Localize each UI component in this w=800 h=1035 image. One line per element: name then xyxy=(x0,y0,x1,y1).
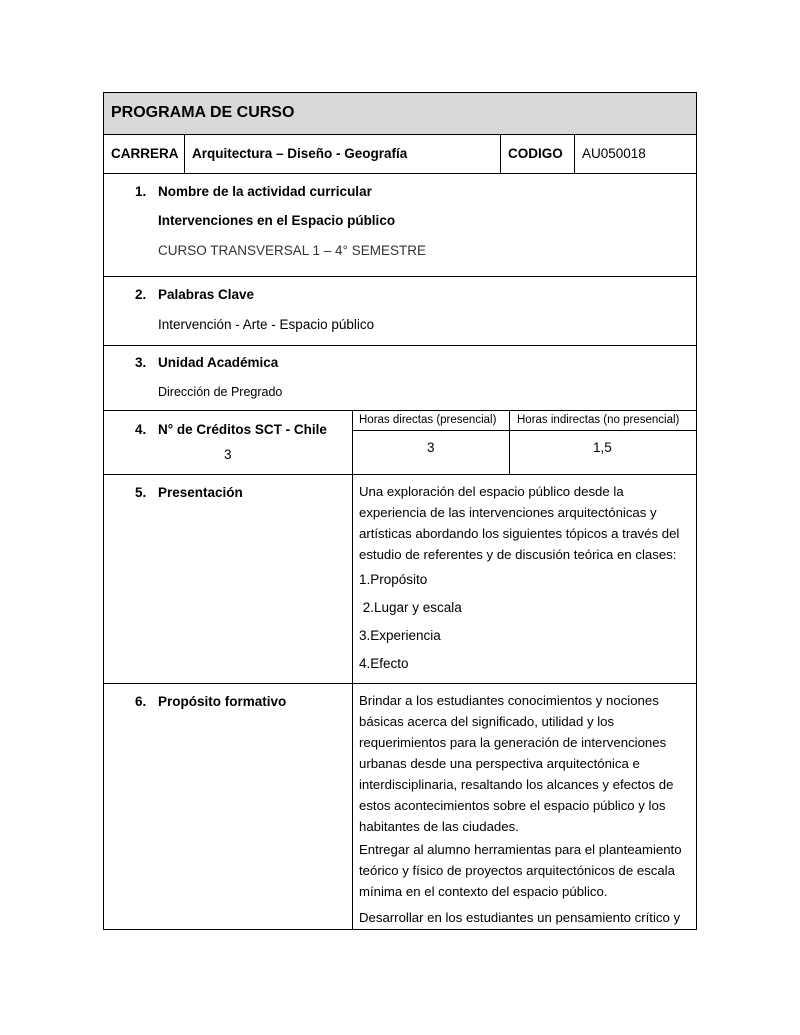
col-divider xyxy=(352,474,353,930)
section-2-number: 2. xyxy=(135,287,147,302)
col-divider xyxy=(500,134,501,173)
direct-hours-value: 3 xyxy=(427,440,435,455)
purpose-line: mínima en el contexto del espacio público. xyxy=(359,884,608,899)
row-divider xyxy=(352,430,697,431)
row-divider xyxy=(103,683,697,684)
section-5-number: 5. xyxy=(135,485,147,500)
table-border-bottom xyxy=(103,929,697,930)
codigo-value: AU050018 xyxy=(582,146,646,161)
purpose-line: estos acontecimientos sobre el espacio público y los xyxy=(359,798,666,813)
purpose-paragraph-1 xyxy=(359,690,693,837)
topic-item: 4.Efecto xyxy=(359,656,409,671)
presentation-paragraph xyxy=(359,481,693,565)
topic-item: 2.Lugar y escala xyxy=(359,600,462,615)
purpose-line: habitantes de las ciudades. xyxy=(359,819,519,834)
purpose-line: teórico y físico de proyectos arquitectónicos de escala xyxy=(359,863,675,878)
section-3-title: Unidad Académica xyxy=(158,355,279,370)
section-6-number: 6. xyxy=(135,694,147,709)
indirect-hours-value: 1,5 xyxy=(593,440,612,455)
section-1-title: Nombre de la actividad curricular xyxy=(158,184,372,199)
section-2-title: Palabras Clave xyxy=(158,287,255,302)
topic-item: 3.Experiencia xyxy=(359,628,441,643)
section-4-title: N° de Créditos SCT - Chile xyxy=(158,422,327,437)
credits-value: 3 xyxy=(224,447,232,462)
keywords-value: Intervención - Arte - Espacio público xyxy=(158,317,375,332)
page-title: PROGRAMA DE CURSO xyxy=(111,104,295,121)
col-divider xyxy=(352,410,353,474)
carrera-label: CARRERA xyxy=(111,146,179,161)
col-divider xyxy=(184,134,185,173)
purpose-paragraph-3 xyxy=(359,907,693,928)
codigo-label: CODIGO xyxy=(508,146,563,161)
course-subtitle: CURSO TRANSVERSAL 1 – 4° SEMESTRE xyxy=(158,243,426,258)
table-border-left xyxy=(103,92,104,930)
purpose-line: básicas acerca del significado, utilidad y los xyxy=(359,714,615,729)
academic-unit-value: Dirección de Pregrado xyxy=(158,385,283,399)
direct-hours-label: Horas directas (presencial) xyxy=(359,414,497,426)
purpose-line: Desarrollar en los estudiantes un pensamiento crítico y xyxy=(359,910,681,925)
section-5-title: Presentación xyxy=(158,485,243,500)
purpose-line: urbanas desde una perspectiva arquitectónica e xyxy=(359,756,640,771)
purpose-line: interdisciplinaria, resaltando los alcances y efectos de xyxy=(359,777,674,792)
table-border-right xyxy=(696,92,697,930)
section-3-number: 3. xyxy=(135,355,147,370)
presentation-line: estudio de referentes y de discusión teórica en clases: xyxy=(359,547,677,562)
purpose-line: requerimientos para la generación de intervenciones xyxy=(359,735,667,750)
presentation-line: artísticas abordando los siguientes tópicos a través del xyxy=(359,526,680,541)
purpose-line: Brindar a los estudiantes conocimientos y nociones xyxy=(359,693,659,708)
row-divider xyxy=(103,276,697,277)
section-4-number: 4. xyxy=(135,422,147,437)
row-divider xyxy=(103,173,697,174)
topic-item: 1.Propósito xyxy=(359,572,428,587)
course-name: Intervenciones en el Espacio público xyxy=(158,213,396,228)
table-border-top xyxy=(103,92,697,93)
presentation-line: Una exploración del espacio público desde la xyxy=(359,484,624,499)
row-divider xyxy=(103,134,697,135)
section-6-title: Propósito formativo xyxy=(158,694,287,709)
indirect-hours-label: Horas indirectas (no presencial) xyxy=(517,414,680,426)
col-divider xyxy=(574,134,575,173)
purpose-paragraph-2 xyxy=(359,839,693,902)
row-divider xyxy=(103,345,697,346)
col-divider xyxy=(509,410,510,474)
presentation-line: experiencia de las intervenciones arquitectónicas y xyxy=(359,505,657,520)
carrera-value: Arquitectura – Diseño - Geografía xyxy=(192,146,408,161)
purpose-line: Entregar al alumno herramientas para el planteamiento xyxy=(359,842,682,857)
section-1-number: 1. xyxy=(135,184,147,199)
row-divider xyxy=(103,474,697,475)
